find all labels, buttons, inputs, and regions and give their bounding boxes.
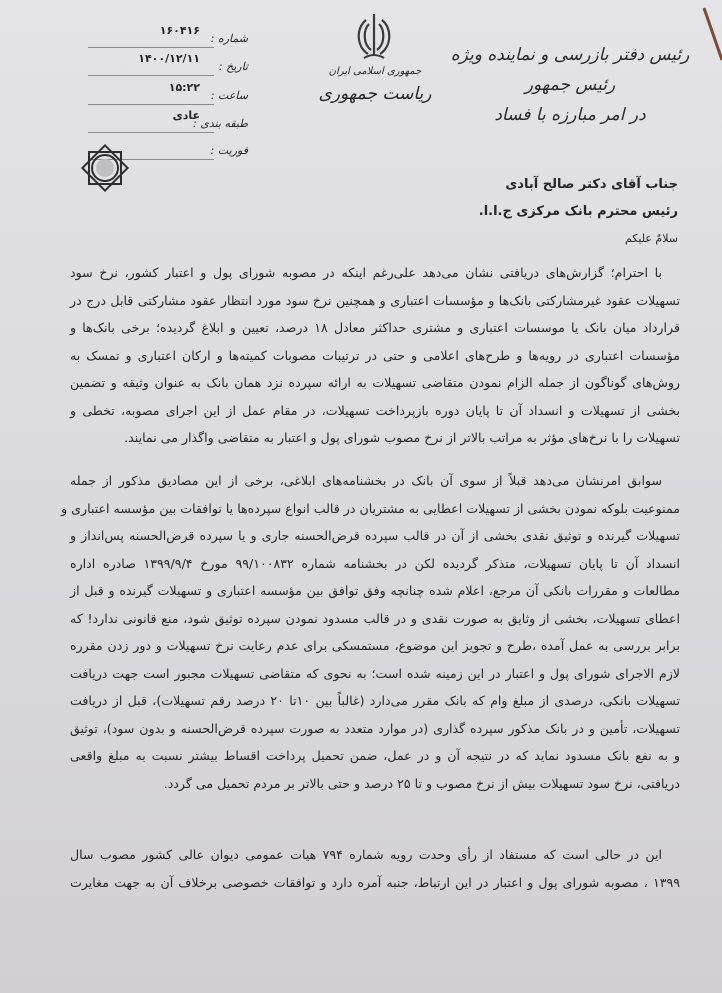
text-line: این در حالی است که مستفاد از رأی وحدت رویه شماره ۷۹۴ هیات عمومی دیوان عالی کشور مصوب سال [70,847,663,862]
institution-name: ریاست جمهوری [318,84,432,104]
text-line: با احترام؛ گزارش‌های دریافتی نشان می‌دهد علی‌رغم اینکه در مصوبه شورای پول و اعتبار کشور، نرخ سود [70,265,662,280]
text-line: تسهیلات، تأمین و در بانک مذکور سپرده گذاری (در موارد متعدد به صورت سپرده قرض‌الحسنه و بدون سود)، توثیق [70,720,680,736]
field-number [88,24,248,54]
text-line: اعطای تسهیلات، بخشی از وثایق به صورت نقدی و در قالب مسدود نمودن سپرده توثیق شود، منع قانونی ندارد! که [70,610,680,626]
text-line: انسداد آن تا پایان تسهیلات، متذکر گردیده لکن در بخشنامه شماره ۹۹/۱۰۰۸۳۲ مورخ ۱۳۹۹/۹/۴ صادره اداره [70,555,680,571]
field-label: طبقه بندی : [193,117,248,130]
iran-emblem-icon [352,12,396,64]
text-line: تسهیلات عقود غیرمشارکتی بانک‌ها و مؤسسات اعتباری و همچنین نرخ سود مورد انتظار عقود مشارکتی قابل درج در [70,292,680,308]
field-label: تاریخ : [218,60,248,73]
text-line: قرارداد میان بانک یا موسسات اعتباری و مشتری حداکثر معادل ۱۸ درصد، تعیین و ابلاغ گردیده؛ برخی بانک‌ها و [70,320,680,335]
text-line: مطالعات و مقررات بانکی آن مرجع، اعلام شده چنانچه وفق توافق بین مؤسسه اعتباری و تسهیلات گیرنده و قبل از [70,583,680,598]
addressee-title: رئیس محترم بانک مرکزی ج.ا.ا. [478,204,678,219]
paragraph-3 [70,841,680,896]
seal-icon [78,140,132,196]
text-line: روش‌های گوناگون از جمله الزام نمودن متقاضی تسهیلات به ارائه سپرده نزد همان بانک به عنوان وثیقه و تضمین [70,375,680,390]
paragraph-1 [70,259,680,452]
text-line: دریافتی، نرخ سود تسهیلات بیش از نرخ مصوب و تا ۲۵ درصد و حتی بالاتر بر مردم تحمیل می گردد. [163,775,680,791]
field-value: ۱۶۰۴۱۶ [159,24,200,37]
field-underline [88,47,214,48]
field-date [88,52,248,82]
field-time [88,81,248,111]
country-name: جمهوری اسلامی ایران [328,66,422,77]
field-label: شماره : [210,32,248,45]
text-line: لازم الاجرای شورای پول و اعتبار در این زمینه شده است؛ به نحوی که متقاضی تسهیلات مجبور است جهت دریافت [70,665,680,681]
field-classification [88,109,248,139]
office-title [440,40,700,130]
text-line: بخشی از تسهیلات و انسداد آن تا پایان دوره بازپرداخت تسهیلات، در مقام عمل از این اجرای مصوبه، تخطی و [70,402,680,418]
addressee-name: جناب آقای دکتر صالح آبادی [505,177,678,192]
text-line: تسهیلات را با نرخ‌های مؤثر به مراتب بالاتر از نرخ مصوب شورای پول و اعتبار به متقاضی واگذار می نمایند. [124,430,680,445]
field-value: ۱۴۰۰/۱۲/۱۱ [138,52,200,65]
field-underline [88,75,214,76]
office-title-line2: در امر مبارزه با فساد [494,105,646,125]
text-line: برابر بررسی به عمل آمده ،طرح و تجویز این موضوع، مستمسکی برای عدم رعایت نرخ تسهیلات و دور زدن مقرره [70,638,680,653]
text-line: و به نفع بانک مسدود نماید که در نتیجه آن و در عمل، ضمن تحمیل پرداخت اقساط بیشتر نسبت به مبلغ واقعی [70,748,680,763]
field-label: فوریت : [210,144,248,157]
greeting: سلامٌ علیکم [624,232,678,245]
text-line: ممنوعیت بلوکه نمودن بخشی از تسهیلات اعطایی به مشتریان در قالب انواع سپرده‌ها یا توافقات بین مؤسسه اعتباری و [61,500,680,516]
text-line: مؤسسات اعتباری در رویه‌ها و طرح‌های اعلامی و حتی در ترتیبات مصوبات کمیته‌ها و ارکان اعتباری و تمسک به [70,347,680,363]
field-underline [88,132,214,133]
office-title-line1: رئیس دفتر بازرسی و نماینده ویژه رئیس جمهور [450,45,690,95]
text-line: سوابق امرنشان می‌دهد قبلاً از سوی آن بانک در بخشنامه‌های ابلاغی، برخی از این مصادیق مذکور از جمله [70,473,662,488]
field-value: عادی [172,109,200,122]
paragraph-2 [61,467,680,797]
field-label: ساعت : [210,89,248,102]
text-line: ۱۳۹۹ ، مصوبه شورای پول و اعتبار در این ارتباط، جنبه آمره دارد و توافقات خصوصی برخلاف آن به جهت مغایرت [70,874,680,890]
field-underline [88,104,214,105]
text-line: تسهیلات گیرنده و توثیق نقدی بخشی از آن در قالب سپرده قرض‌الحسنه جاری و یا سپرده قرض‌الحسنه پس‌انداز و [70,528,680,543]
pen-edge [700,0,722,70]
field-value: ۱۵:۲۲ [168,81,200,94]
text-line: تسهیلات بانکی، درصدی از مبلغ وام که بانک مقرر می‌دارد (غالباً بین ۱۰تا ۲۰ درصد رقم تسهیلات)، قبل از دریافت [70,693,680,708]
